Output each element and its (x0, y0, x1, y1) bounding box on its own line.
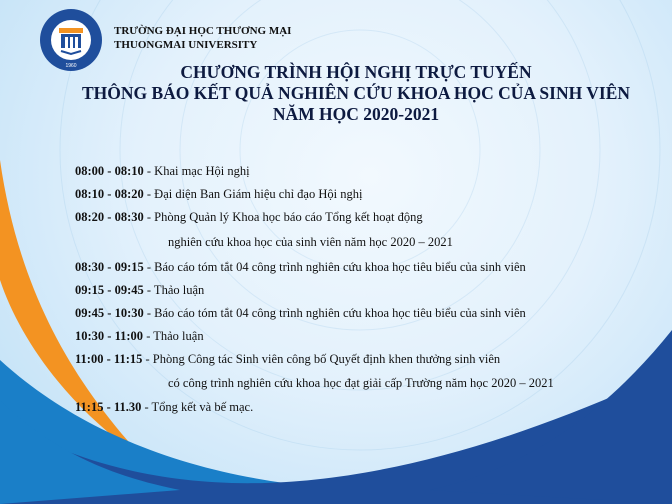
schedule-desc: - Thảo luận (143, 283, 205, 297)
schedule-item (75, 352, 500, 367)
page-title (0, 62, 672, 125)
schedule-item (75, 329, 204, 344)
schedule-desc: - Báo cáo tóm tắt 04 công trình nghiên cứu khoa học tiêu biểu của sinh viên (143, 260, 526, 274)
title-line-2: THÔNG BÁO KẾT QUẢ NGHIÊN CỨU KHOA HỌC CỦA SINH VIÊN (81, 83, 631, 103)
schedule-time: 09:45 - 10:30 (75, 306, 144, 320)
schedule-time: 08:20 - 08:30 (75, 210, 144, 224)
schedule-item (75, 283, 204, 298)
schedule-item (75, 187, 362, 202)
schedule-item (75, 306, 526, 321)
schedule-desc: - Phòng Quản lý Khoa học báo cáo Tổng kết hoạt động (143, 210, 423, 224)
schedule-item (75, 210, 423, 225)
university-name (114, 24, 291, 52)
schedule-desc: - Phòng Công tác Sinh viên công bố Quyết định khen thưởng sinh viên (142, 352, 501, 366)
schedule-time: 08:30 - 09:15 (75, 260, 144, 274)
schedule-item (75, 400, 253, 415)
university-name-en: THUONGMAI UNIVERSITY (114, 39, 258, 51)
schedule-desc: - Báo cáo tóm tắt 04 công trình nghiên cứu khoa học tiêu biểu của sinh viên (143, 306, 526, 320)
title-line-3: NĂM HỌC 2020-2021 (272, 104, 440, 124)
schedule-desc-continued: nghiên cứu khoa học của sinh viên năm học 2020 – 2021 (168, 235, 453, 249)
schedule-item (75, 164, 250, 179)
schedule-time: 11:00 - 11:15 (75, 352, 143, 366)
schedule-item (75, 260, 526, 275)
schedule-desc: - Đại diện Ban Giám hiệu chỉ đạo Hội nghị (143, 187, 363, 201)
schedule-desc: - Thảo luận (143, 329, 204, 343)
title-line-1: CHƯƠNG TRÌNH HỘI NGHỊ TRỰC TUYẾN (180, 62, 532, 82)
university-name-vi: TRƯỜNG ĐẠI HỌC THƯƠNG MẠI (114, 25, 292, 37)
schedule-time: 11:15 - 11.30 (75, 400, 142, 414)
schedule-time: 10:30 - 11:00 (75, 329, 144, 343)
schedule-desc: - Tổng kết và bế mạc. (141, 400, 254, 414)
schedule-time: 09:15 - 09:45 (75, 283, 144, 297)
svg-text:1960: 1960 (65, 63, 77, 69)
schedule-time: 08:00 - 08:10 (75, 164, 144, 178)
schedule-desc-continued: có công trình nghiên cứu khoa học đạt giải cấp Trường năm học 2020 – 2021 (168, 376, 554, 390)
schedule-desc: - Khai mạc Hội nghị (143, 164, 250, 178)
schedule-time: 08:10 - 08:20 (75, 187, 144, 201)
